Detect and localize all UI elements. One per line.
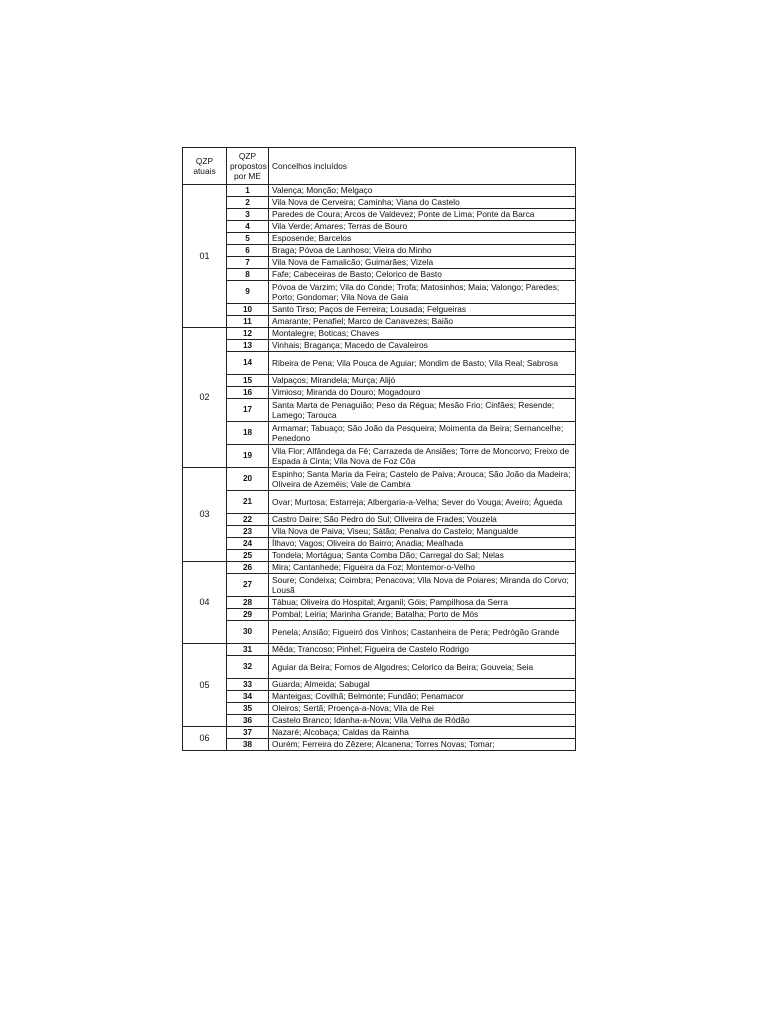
concelhos-cell: Fafe; Cabeceiras de Basto; Celorico de Basto xyxy=(269,269,576,281)
concelhos-cell: Tondela; Mortágua; Santa Comba Dão; Carregal do Sal; Nelas xyxy=(269,550,576,562)
table-row xyxy=(183,526,576,538)
concelhos-cell: Ovar; Murtosa; Estarreja; Albergaria-a-Velha; Sever do Vouga; Aveiro; Águeda xyxy=(269,491,576,514)
qzp-number-cell: 33 xyxy=(227,679,269,691)
table-row xyxy=(183,691,576,703)
concelhos-cell: Mêda; Trancoso; Pinhel; Figueira de Castelo Rodrigo xyxy=(269,644,576,656)
table-row xyxy=(183,269,576,281)
concelhos-cell: Vila Verde; Amares; Terras de Bouro xyxy=(269,221,576,233)
group-cell: 01 xyxy=(183,185,227,328)
qzp-number-cell: 7 xyxy=(227,257,269,269)
concelhos-cell: Vinhais; Bragança; Macedo de Cavaleiros xyxy=(269,340,576,352)
qzp-number-cell: 35 xyxy=(227,703,269,715)
qzp-number-cell: 13 xyxy=(227,340,269,352)
qzp-number-cell: 26 xyxy=(227,562,269,574)
concelhos-cell: Castro Daire; São Pedro do Sul; Oliveira de Frades; Vouzela xyxy=(269,514,576,526)
concelhos-cell: Armamar; Tabuaço; São João da Pesqueira; Moimenta da Beira; Sernancelhe; Penedono xyxy=(269,422,576,445)
qzp-number-cell: 31 xyxy=(227,644,269,656)
qzp-number-cell: 6 xyxy=(227,245,269,257)
concelhos-cell: Nazaré; Alcobaça; Caldas da Rainha xyxy=(269,727,576,739)
table-row xyxy=(183,185,576,197)
qzp-number-cell: 36 xyxy=(227,715,269,727)
concelhos-cell: Guarda; Almeida; Sabugal xyxy=(269,679,576,691)
qzp-number-cell: 15 xyxy=(227,375,269,387)
table-row xyxy=(183,597,576,609)
table-row xyxy=(183,574,576,597)
table-row xyxy=(183,514,576,526)
table-row xyxy=(183,679,576,691)
table-row xyxy=(183,703,576,715)
concelhos-cell: Montalegre; Boticas; Chaves xyxy=(269,328,576,340)
concelhos-cell: Tábua; Oliveira do Hospital; Arganil; Góis; Pampilhosa da Serra xyxy=(269,597,576,609)
concelhos-cell: Braga; Póvoa de Lanhoso; Vieira do Minho xyxy=(269,245,576,257)
concelhos-cell: Vila Nova de Cerveira; Caminha; Viana do Castelo xyxy=(269,197,576,209)
group-cell: 03 xyxy=(183,468,227,562)
qzp-number-cell: 34 xyxy=(227,691,269,703)
concelhos-cell: Oleiros; Sertã; Proença-a-Nova; Vila de Rei xyxy=(269,703,576,715)
qzp-number-cell: 20 xyxy=(227,468,269,491)
table-row xyxy=(183,221,576,233)
table-row xyxy=(183,304,576,316)
qzp-number-cell: 12 xyxy=(227,328,269,340)
concelhos-cell: Espinho; Santa Maria da Feira; Castelo de Paiva; Arouca; São João da Madeira; Oliveira de Azeméis; Vale de Cambra xyxy=(269,468,576,491)
qzp-number-cell: 5 xyxy=(227,233,269,245)
group-cell: 04 xyxy=(183,562,227,644)
qzp-number-cell: 14 xyxy=(227,352,269,375)
qzp-number-cell: 37 xyxy=(227,727,269,739)
qzp-number-cell: 1 xyxy=(227,185,269,197)
concelhos-cell: Pombal; Leiria; Marinha Grande; Batalha; Porto de Mós xyxy=(269,609,576,621)
table-row xyxy=(183,257,576,269)
table-body xyxy=(183,185,576,751)
header-qzp-propostos: QZP propostos por ME xyxy=(227,148,269,185)
table-row xyxy=(183,316,576,328)
group-cell: 02 xyxy=(183,328,227,468)
table-row xyxy=(183,491,576,514)
qzp-number-cell: 8 xyxy=(227,269,269,281)
qzp-number-cell: 30 xyxy=(227,621,269,644)
header-qzp-atuais: QZP atuais xyxy=(183,148,227,185)
table-row xyxy=(183,340,576,352)
concelhos-cell: Aguiar da Beira; Fornos de Algodres; Celorico da Beira; Gouveia; Seia xyxy=(269,656,576,679)
concelhos-cell: Mira; Cantanhede; Figueira da Foz; Montemor-o-Velho xyxy=(269,562,576,574)
table-row xyxy=(183,328,576,340)
group-cell: 06 xyxy=(183,727,227,751)
concelhos-cell: Amarante; Penafiel; Marco de Canavezes; Baião xyxy=(269,316,576,328)
table-row xyxy=(183,468,576,491)
qzp-number-cell: 23 xyxy=(227,526,269,538)
group-cell: 05 xyxy=(183,644,227,727)
qzp-number-cell: 10 xyxy=(227,304,269,316)
table-row xyxy=(183,609,576,621)
table-row xyxy=(183,538,576,550)
concelhos-cell: Vila Nova de Famalicão; Guimarães; Vizela xyxy=(269,257,576,269)
table-row xyxy=(183,621,576,644)
table-row xyxy=(183,399,576,422)
table-row xyxy=(183,245,576,257)
concelhos-cell: Manteigas; Covilhã; Belmonte; Fundão; Penamacor xyxy=(269,691,576,703)
qzp-number-cell: 22 xyxy=(227,514,269,526)
concelhos-cell: Vila Flor; Alfândega da Fé; Carrazeda de Ansiães; Torre de Moncorvo; Freixo de Espada à Cinta; Vila Nova de Foz Côa xyxy=(269,445,576,468)
table-row xyxy=(183,375,576,387)
qzp-number-cell: 21 xyxy=(227,491,269,514)
qzp-number-cell: 16 xyxy=(227,387,269,399)
concelhos-cell: Póvoa de Varzim; Vila do Conde; Trofa; Matosinhos; Maia; Valongo; Paredes; Porto; Gondomar; Vila Nova de Gaia xyxy=(269,281,576,304)
table-row xyxy=(183,727,576,739)
qzp-number-cell: 24 xyxy=(227,538,269,550)
qzp-number-cell: 25 xyxy=(227,550,269,562)
table-row xyxy=(183,445,576,468)
table-row xyxy=(183,197,576,209)
concelhos-cell: Soure; Condeixa; Coimbra; Penacova; Vila Nova de Poiares; Miranda do Corvo; Lousã xyxy=(269,574,576,597)
concelhos-cell: Santo Tirso; Paços de Ferreira; Lousada; Felgueiras xyxy=(269,304,576,316)
qzp-number-cell: 29 xyxy=(227,609,269,621)
concelhos-cell: Paredes de Coura; Arcos de Valdevez; Ponte de Lima; Ponte da Barca xyxy=(269,209,576,221)
qzp-number-cell: 9 xyxy=(227,281,269,304)
concelhos-cell: Valpaços; Mirandela; Murça; Alijó xyxy=(269,375,576,387)
table-row xyxy=(183,656,576,679)
concelhos-cell: Santa Marta de Penaguião; Peso da Régua; Mesão Frio; Cinfães; Resende; Lamego; Tarouca xyxy=(269,399,576,422)
table-row xyxy=(183,644,576,656)
concelhos-cell: Ílhavo; Vagos; Oliveira do Bairro; Anadia; Mealhada xyxy=(269,538,576,550)
concelhos-cell: Castelo Branco; Idanha-a-Nova; Vila Velha de Ródão xyxy=(269,715,576,727)
concelhos-cell: Valença; Monção; Melgaço xyxy=(269,185,576,197)
qzp-number-cell: 11 xyxy=(227,316,269,328)
table-row xyxy=(183,281,576,304)
qzp-number-cell: 17 xyxy=(227,399,269,422)
qzp-number-cell: 2 xyxy=(227,197,269,209)
table-row xyxy=(183,209,576,221)
qzp-number-cell: 18 xyxy=(227,422,269,445)
table-row xyxy=(183,715,576,727)
concelhos-cell: Ourém; Ferreira do Zêzere; Alcanena; Torres Novas; Tomar; xyxy=(269,739,576,751)
table-row xyxy=(183,739,576,751)
qzp-table xyxy=(182,147,576,751)
concelhos-cell: Esposende; Barcelos xyxy=(269,233,576,245)
qzp-number-cell: 27 xyxy=(227,574,269,597)
table-row xyxy=(183,550,576,562)
qzp-number-cell: 32 xyxy=(227,656,269,679)
concelhos-cell: Ribeira de Pena; Vila Pouca de Aguiar; Mondim de Basto; Vila Real; Sabrosa xyxy=(269,352,576,375)
table-header-row xyxy=(183,148,576,185)
qzp-number-cell: 3 xyxy=(227,209,269,221)
table-row xyxy=(183,233,576,245)
concelhos-cell: Vimioso; Miranda do Douro; Mogadouro xyxy=(269,387,576,399)
table-row xyxy=(183,387,576,399)
qzp-number-cell: 38 xyxy=(227,739,269,751)
qzp-number-cell: 28 xyxy=(227,597,269,609)
table-row xyxy=(183,352,576,375)
table-row xyxy=(183,562,576,574)
concelhos-cell: Vila Nova de Paiva; Viseu; Sátão; Penalva do Castelo; Mangualde xyxy=(269,526,576,538)
qzp-number-cell: 4 xyxy=(227,221,269,233)
table-row xyxy=(183,422,576,445)
qzp-number-cell: 19 xyxy=(227,445,269,468)
concelhos-cell: Penela; Ansião; Figueiró dos Vinhos; Castanheira de Pera; Pedrógão Grande xyxy=(269,621,576,644)
header-concelhos: Concelhos incluídos xyxy=(269,148,576,185)
